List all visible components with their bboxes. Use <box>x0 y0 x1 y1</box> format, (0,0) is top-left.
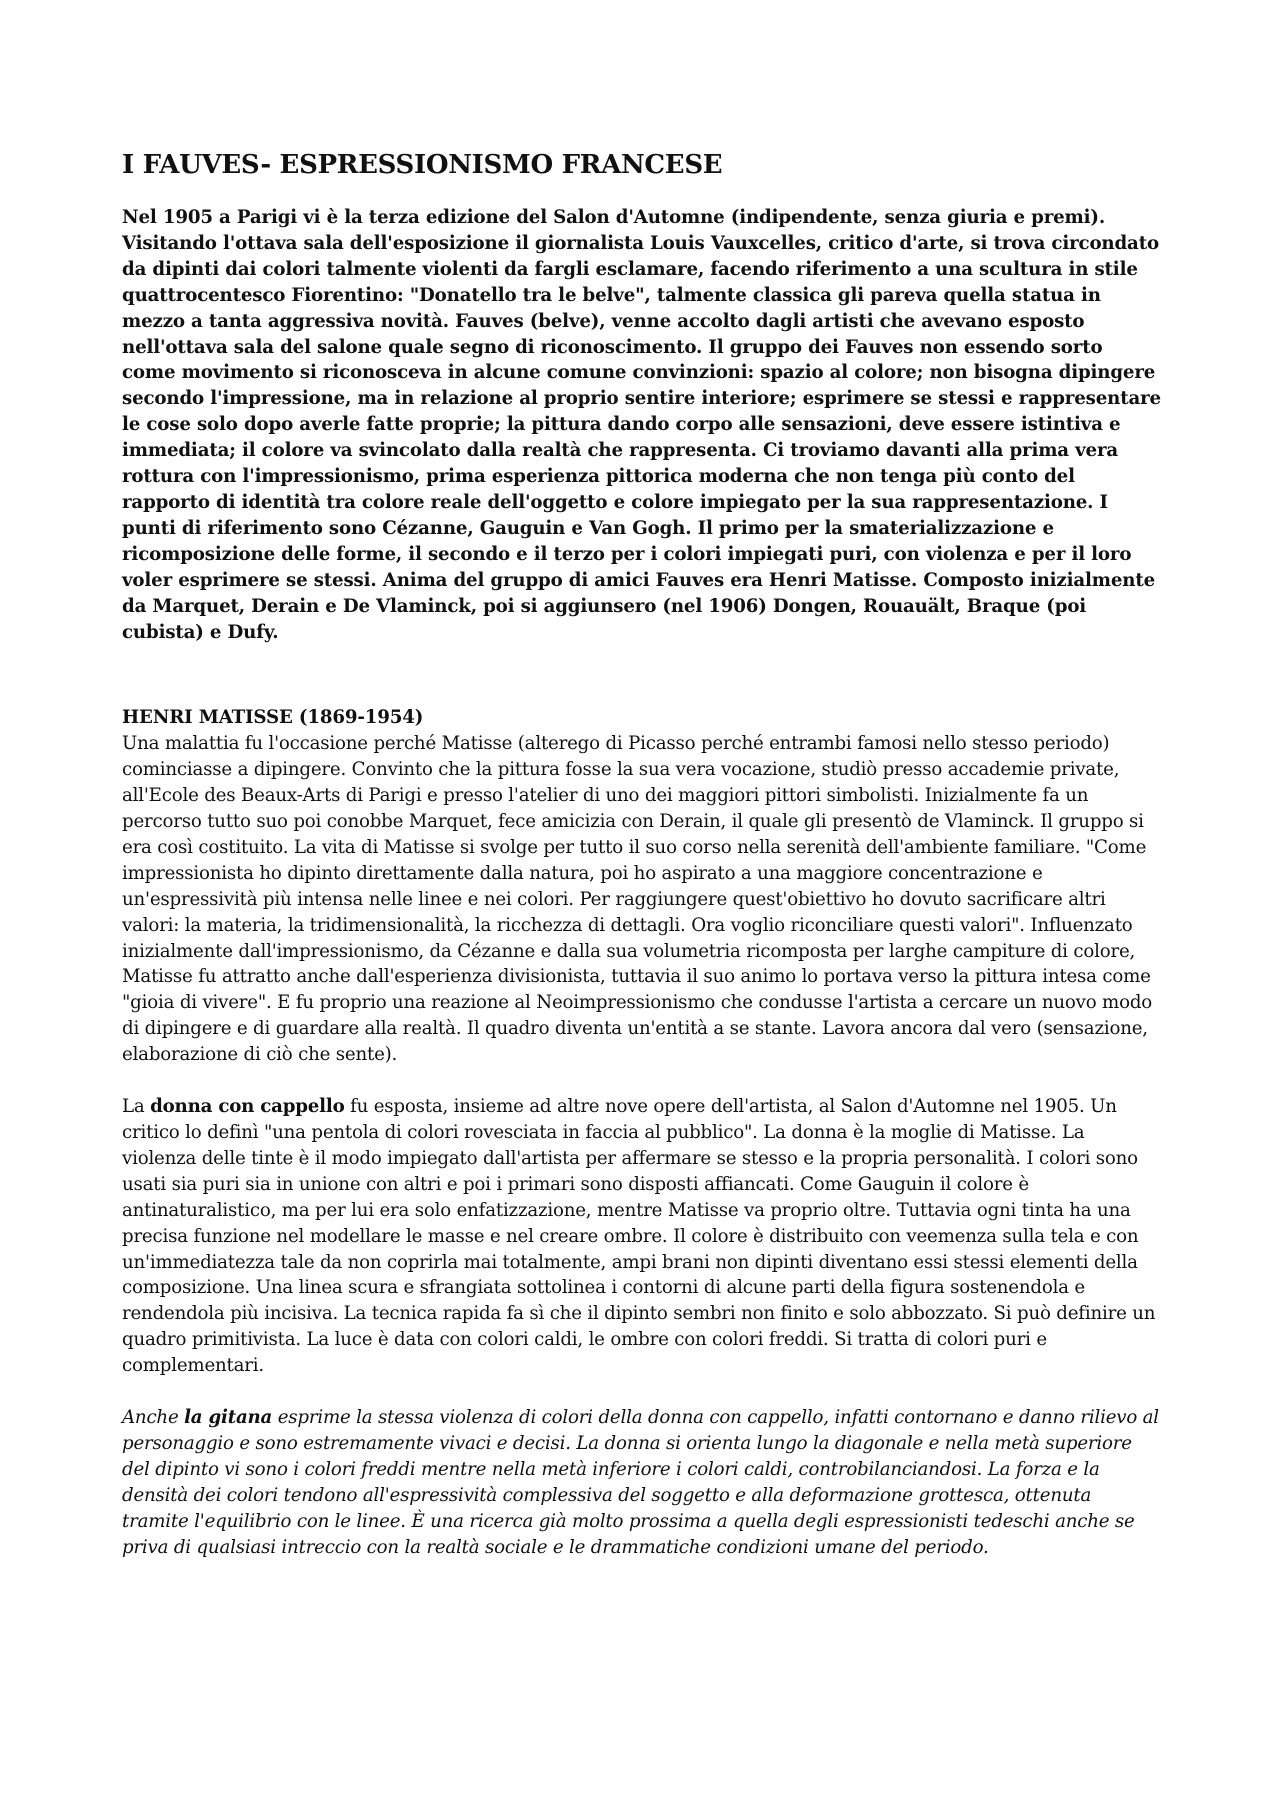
matisse-bio-paragraph: Una malattia fu l'occasione perché Matisse (alterego di Picasso perché entrambi famosi nello stesso periodo) cominciasse a dipingere. Convinto che la pittura fosse la sua vera vocazione, studiò presso accademie private, all'Ecole des Beaux-Arts di Parigi e presso l'atelier di uno dei maggiori pittori simbolisti. Inizialmente fa un percorso tutto suo poi conobbe Marquet, fece amicizia con Derain, il quale gli presentò de Vlaminck. Il gruppo si era così costituito. La vita di Matisse si svolge per tutto il suo corso nella serenità dell'ambiente familiare. "Come impressionista ho dipinto direttamente dalla natura, poi ho aspirato a una maggiore concentrazione e un'espressività più intensa nelle linee e nei colori. Per raggiungere quest'obiettivo ho dovuto sacrificare altri valori: la materia, la tridimensionalità, la ricchezza di dettagli. Ora voglio riconciliare questi valori". Influenzato inizialmente dall'impressionismo, da Cézanne e dalla sua volumetria ricomposta per larghe campiture di colore, Matisse fu attratto anche dall'esperienza divisionista, tuttavia il suo animo lo portava verso la pittura intesa come "gioia di vivere". E fu proprio una reazione al Neoimpressionismo che condusse l'artista a cercare un nuovo modo di dipingere e di guardare alla realtà. Il quadro diventa un'entità a se stante. Lavora ancora dal vero (sensazione, elaborazione di ciò che sente). <box>122 733 1153 1066</box>
intro-paragraph: Nel 1905 a Parigi vi è la terza edizione del Salon d'Automne (indipendente, senza giuria e premi). Visitando l'ottava sala dell'esposizione il giornalista Louis Vauxcelles, critico d'arte, si trova circondato da dipinti dai colori talmente violenti da fargli esclamare, facendo riferimento a una scultura in stile quattrocentesco Fiorentino: "Donatello tra le belve", talmente classica gli pareva quella statua in mezzo a tanta aggressiva novità. Fauves (belve), venne accolto dagli artisti che avevano esposto nell'ottava sala del salone quale segno di riconoscimento. Il gruppo dei Fauves non essendo sorto come movimento si riconosceva in alcune comune convinzioni: spazio al colore; non bisogna dipingere secondo l'impressione, ma in relazione al proprio sentire interiore; esprimere se stessi e rappresentare le cose solo dopo averle fatte proprie; la pittura dando corpo alle sensazioni, deve essere istintiva e immediata; il colore va svincolato dalla realtà che rappresenta. Ci troviamo davanti alla prima vera rottura con l'impressionismo, prima esperienza pittorica moderna che non tenga più conto del rapporto di identità tra colore reale dell'oggetto e colore impiegato per la sua rappresentazione. I punti di riferimento sono Cézanne, Gauguin e Van Gogh. Il primo per la smaterializzazione e ricomposizione delle forme, il secondo e il terzo per i colori impiegati puri, con violenza e per il loro voler esprimere se stessi. Anima del gruppo di amici Fauves era Henri Matisse. Composto inizialmente da Marquet, Derain e De Vlaminck, poi si aggiunsero (nel 1906) Dongen, Rouauält, Braque (poi cubista) e Dufy. <box>122 207 1161 643</box>
donna-title: donna con cappello <box>150 1096 345 1118</box>
donna-text: fu esposta, insieme ad altre nove opere dell'artista, al Salon d'Automne nel 1905. Un critico lo definì "una pentola di colori rovesciata in faccia al pubblico". La donna è la moglie di Matisse. La violenza delle tinte è il modo impiegato dall'artista per affermare se stesso e la propria personalità. I colori sono usati sia puri sia in unione con altri e poi i primari sono disposti affiancati. Come Gauguin il colore è antinaturalistico, ma per lui era solo enfatizzazione, mentre Matisse va proprio oltre. Tuttavia ogni tinta ha una precisa funzione nel modellare le masse e nel creare ombre. Il colore è distribuito con veemenza sulla tela e con un'immediatezza tale da non coprirla mai totalmente, ampi brani non dipinti diventano essi stessi elementi della composizione. Una linea scura e sfrangiata sottolinea i contorni di alcune parti della figura sostenendola e rendendola più incisiva. La tecnica rapida fa sì che il dipinto sembri non finito e solo abbozzato. Si può definire un quadro primitivista. La luce è data con colori caldi, le ombre con colori freddi. Si tratta di colori puri e complementari. <box>122 1096 1156 1377</box>
gitana-text: esprime la stessa violenza di colori della donna con cappello, infatti contornano e danno rilievo al personaggio e sono estremamente vivaci e decisi. La donna si orienta lungo la diagonale e nella metà superiore del dipinto vi sono i colori freddi mentre nella metà inferiore i colori caldi, controbilanciandosi. La forza e la densità dei colori tendono all'espressività complessiva del soggetto e alla deformazione grottesca, ottenuta tramite l'equilibrio con le linee. È una ricerca già molto prossima a quella degli espressionisti tedeschi anche se priva di qualsiasi intreccio con la realtà sociale e le drammatiche condizioni umane del periodo. <box>122 1407 1159 1558</box>
gitana-title: la gitana <box>184 1407 273 1429</box>
gitana-prefix: Anche <box>122 1407 185 1429</box>
donna-con-cappello-paragraph <box>122 1094 1162 1379</box>
donna-prefix: La <box>122 1096 151 1118</box>
gitana-paragraph <box>122 1405 1162 1560</box>
document-title: I FAUVES- ESPRESSIONISMO FRANCESE <box>122 150 723 180</box>
matisse-heading: HENRI MATISSE (1869-1954) <box>122 707 424 729</box>
document-page <box>122 145 1162 1561</box>
